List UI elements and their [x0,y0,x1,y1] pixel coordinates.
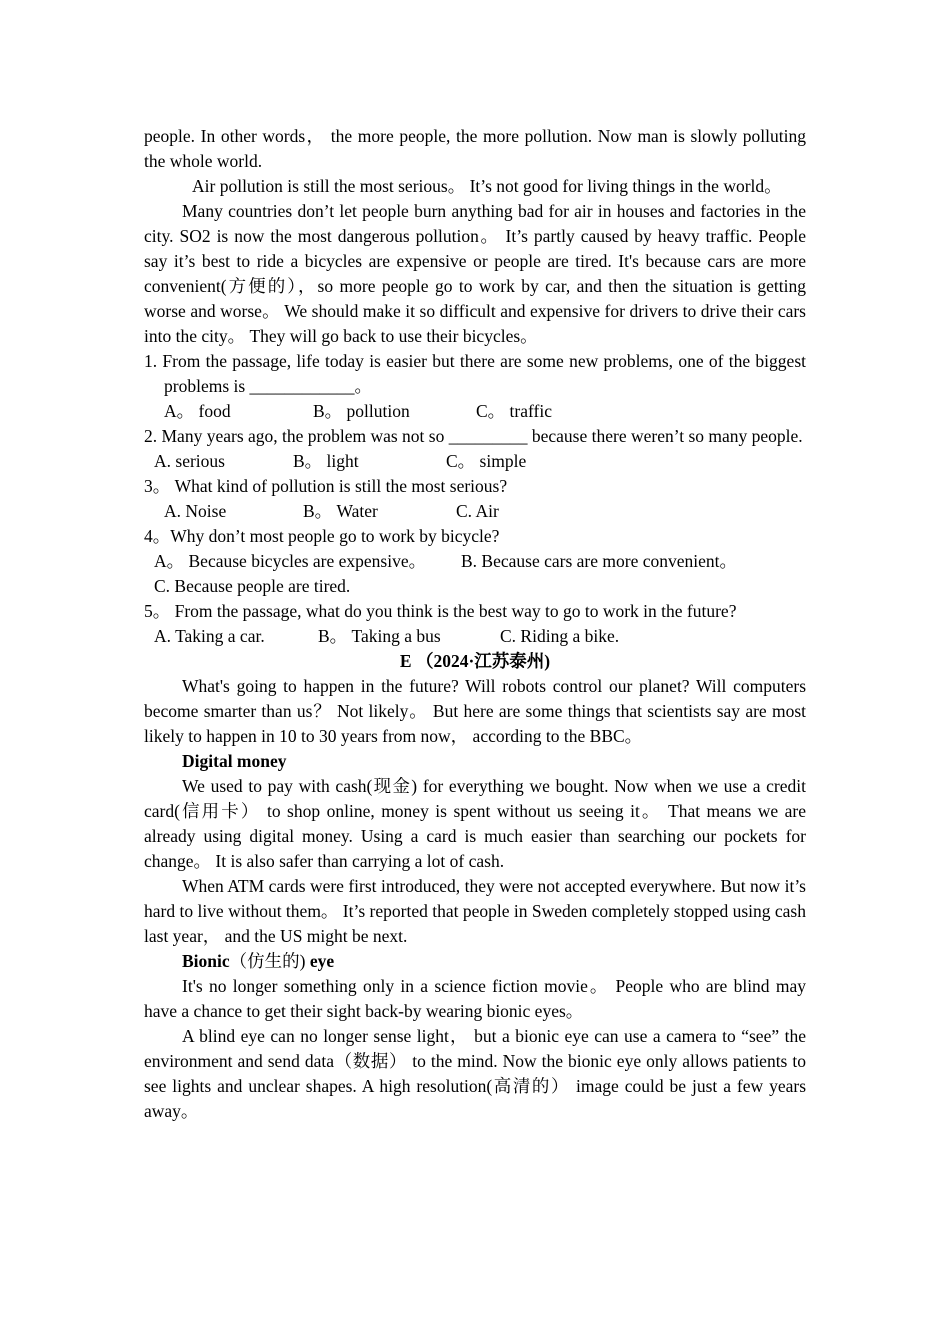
subheading-part: （仿生的) [229,951,306,971]
option: C。 traffic [476,401,552,421]
document-page [144,124,806,1124]
passage-paragraph: We used to pay with cash(现金) for everything we bought. Now when we use a credit card(信用卡） to shop online, money is spent without us seeing it。 That means we are already using digital money. Using a card is much easier than searching our pockets for change。 It is also safer than carrying a lot of cash. [144,776,806,871]
question-stem: 2. Many years ago, the problem was not so _________ because there weren’t so many people. [144,426,803,446]
option: C。 simple [446,451,527,471]
question-stem: 3。 What kind of pollution is still the most serious? [144,476,508,496]
option: B。 Taking a bus [318,626,441,646]
question-options [144,499,806,524]
option: A. Taking a car. [154,626,265,646]
option: A。 food [164,401,231,421]
option: A. serious [154,451,225,471]
question-stem: 1. From the passage, life today is easier but there are some new problems, one of the biggest problems is ____________。 [144,351,806,396]
option: C. Because people are tired. [154,576,351,596]
question-options [144,399,806,424]
question-stem: 5。 From the passage, what do you think is the best way to go to work in the future? [144,601,737,621]
passage-paragraph: Many countries don’t let people burn anything bad for air in houses and factories in the city. SO2 is now the most dangerous pollution。 It’s partly caused by heavy traffic. People say it’s best to ride a bicycles are expensive or people are tired. It's because cars are more convenient(方便的），so more people go to work by car, and then the situation is getting worse and worse。 We should make it so difficult and expensive for drivers to drive their cars into the city。 They will go back to use their bicycles。 [144,201,806,346]
subheading-part: Bionic [182,951,230,971]
passage-paragraph: What's going to happen in the future? Will robots control our planet? Will computers become smarter than us？ Not likely。 But here are some things that scientists say are most likely to happen in 10 to 30 years from now， according to the BBC。 [144,676,806,746]
question-options [144,624,806,649]
question-options [144,449,806,474]
passage-paragraph: people. In other words， the more people, the more pollution. Now man is slowly polluting the whole world. [144,126,806,171]
passage-paragraph: A blind eye can no longer sense light， but a bionic eye can use a camera to “see” the environment and send data（数据） to the mind. Now the bionic eye only allows patients to see lights and unclear shapes. A high resolution(高清的） image could be just a few years away。 [144,1026,806,1121]
subheading-digital-money: Digital money [182,751,287,771]
question-options [144,549,806,574]
option: B。 light [293,451,359,471]
passage-paragraph: It's no longer something only in a science fiction movie。 People who are blind may have a chance to get their sight back-by wearing bionic eyes。 [144,976,806,1021]
question-options [144,574,806,599]
subheading-part: eye [305,951,335,971]
passage-paragraph: Air pollution is still the most serious。 It’s not good for living things in the world。 [192,176,782,196]
passage-paragraph: When ATM cards were first introduced, they were not accepted everywhere. But now it’s hard to live without them。 It’s reported that people in Sweden completely stopped using cash last year， and the US might be next. [144,876,806,946]
subheading-bionic-eye [144,949,806,974]
section-heading: E （2024·江苏泰州) [399,651,551,671]
option: A. Noise [164,501,227,521]
question-stem: 4。Why don’t most people go to work by bicycle? [144,526,500,546]
option: C. Riding a bike. [500,626,620,646]
option: B。 pollution [313,401,410,421]
option: C. Air [456,501,499,521]
option: B. Because cars are more convenient。 [461,551,737,571]
option: A。 Because bicycles are expensive。 [154,551,427,571]
option: B。 Water [303,501,378,521]
